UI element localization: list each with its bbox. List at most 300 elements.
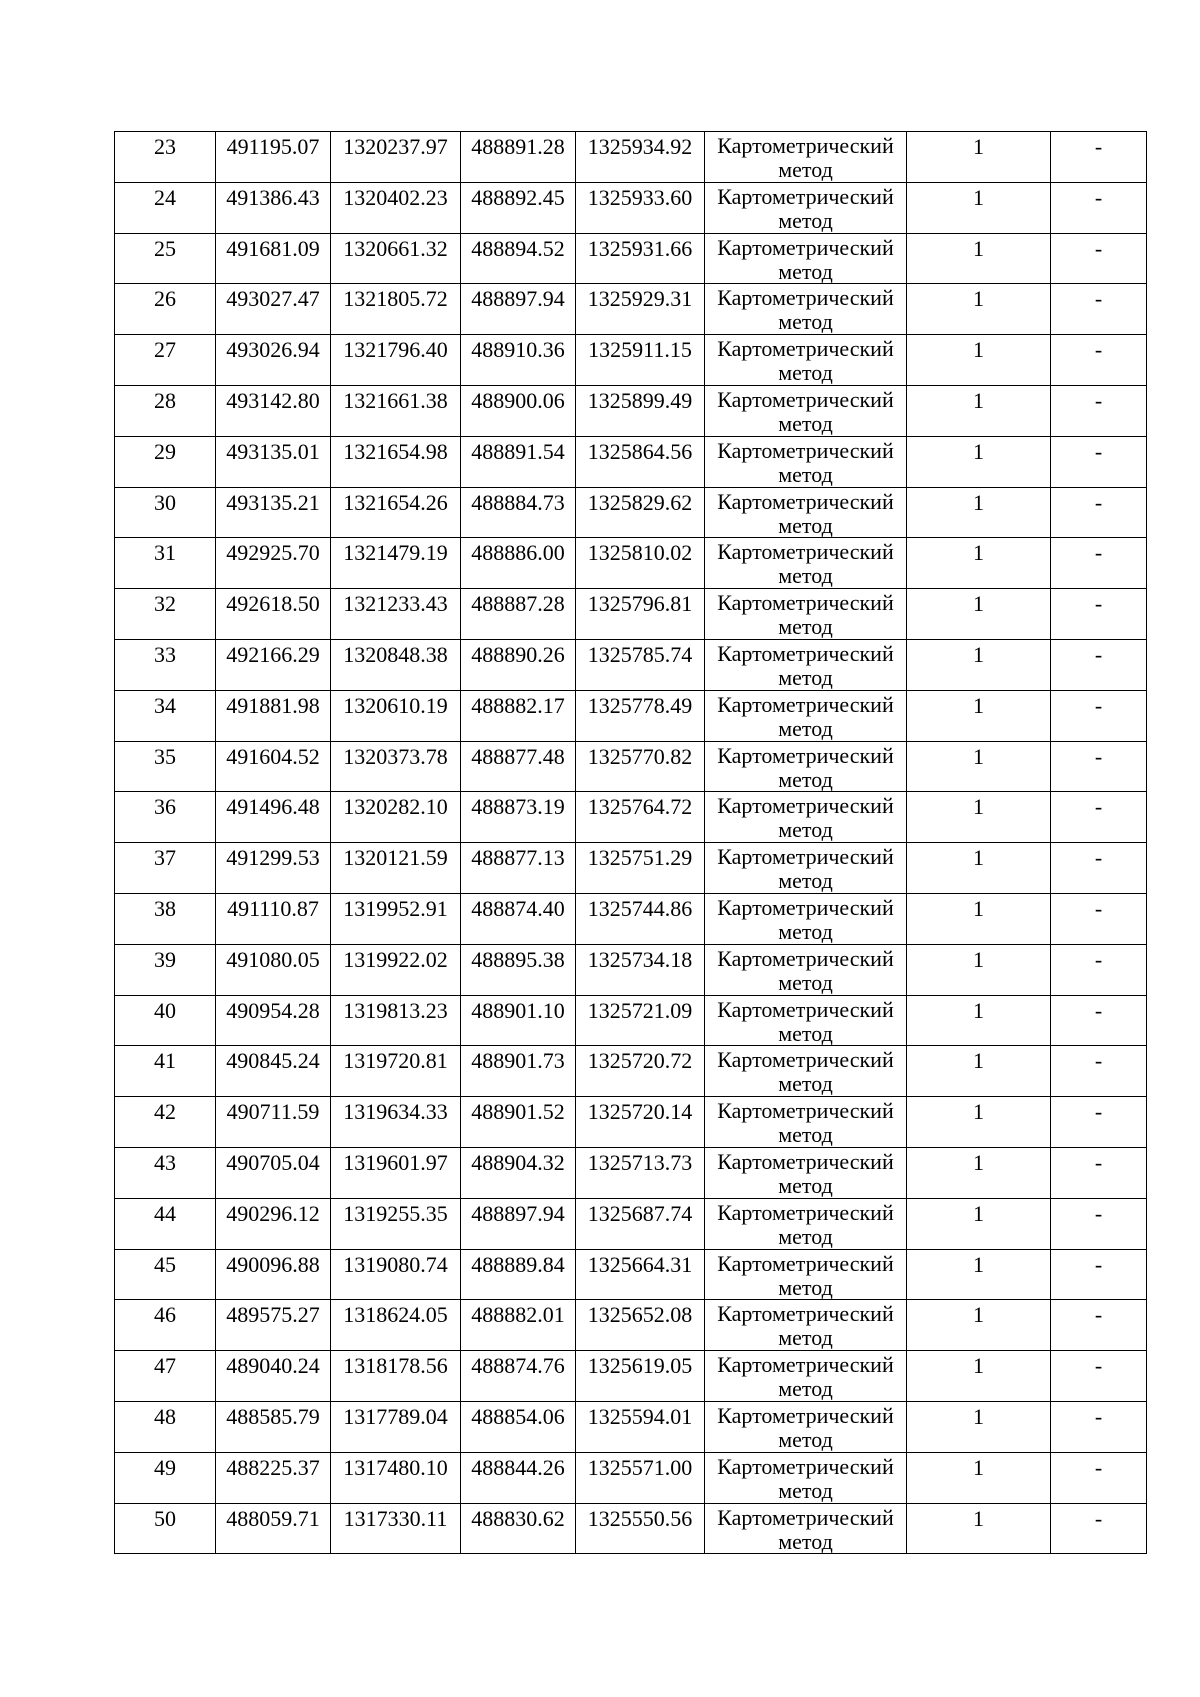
x-new-cell bbox=[461, 690, 576, 741]
x-new-text: 488874.40 bbox=[471, 895, 565, 921]
point-number-text: 23 bbox=[154, 134, 176, 159]
method-cell bbox=[705, 944, 907, 995]
y-old-cell bbox=[331, 1046, 461, 1097]
description-text: - bbox=[1094, 997, 1103, 1023]
method-text: Картометрический метод bbox=[717, 844, 894, 893]
y-old-text: 1319255.35 bbox=[343, 1200, 448, 1226]
accuracy-cell bbox=[907, 639, 1051, 690]
accuracy-cell bbox=[907, 487, 1051, 538]
y-new-text: 1325652.08 bbox=[587, 1302, 693, 1328]
description-cell bbox=[1051, 1046, 1147, 1097]
method-text: Картометрический метод bbox=[717, 945, 894, 994]
x-new-cell bbox=[461, 385, 576, 436]
x-new-cell bbox=[461, 1401, 576, 1452]
x-new-cell bbox=[461, 893, 576, 944]
accuracy-cell bbox=[907, 995, 1051, 1046]
x-old-cell bbox=[216, 1300, 331, 1351]
y-old-text: 1319952.91 bbox=[343, 895, 448, 921]
method-cell bbox=[705, 741, 907, 792]
table-row bbox=[115, 893, 1147, 944]
method-text: Картометрический метод bbox=[717, 691, 894, 740]
description-cell bbox=[1051, 284, 1147, 335]
y-new-cell bbox=[576, 233, 705, 284]
method-text: Картометрический метод bbox=[717, 996, 894, 1045]
x-old-text: 491604.52 bbox=[226, 743, 320, 769]
method-cell bbox=[705, 1097, 907, 1148]
point-number-text: 37 bbox=[154, 845, 176, 871]
x-new-text: 488891.28 bbox=[471, 134, 565, 159]
accuracy-text: 1 bbox=[973, 1048, 984, 1074]
x-new-cell bbox=[461, 487, 576, 538]
accuracy-cell bbox=[907, 132, 1051, 183]
y-new-text: 1325687.74 bbox=[587, 1200, 693, 1226]
point-number-text: 34 bbox=[154, 692, 176, 718]
x-new-cell bbox=[461, 1452, 576, 1503]
y-new-text: 1325713.73 bbox=[587, 1149, 693, 1175]
y-new-text: 1325571.00 bbox=[587, 1454, 693, 1480]
method-text: Картометрический метод bbox=[717, 133, 894, 181]
x-new-text: 488900.06 bbox=[471, 387, 565, 413]
accuracy-cell bbox=[907, 792, 1051, 843]
y-new-cell bbox=[576, 487, 705, 538]
accuracy-text: 1 bbox=[973, 895, 984, 921]
y-old-cell bbox=[331, 284, 461, 335]
description-text: - bbox=[1094, 1251, 1103, 1277]
accuracy-cell bbox=[907, 1351, 1051, 1402]
y-old-text: 1319922.02 bbox=[343, 946, 448, 972]
x-new-cell bbox=[461, 589, 576, 640]
description-text: - bbox=[1094, 794, 1103, 820]
point-number-cell bbox=[115, 487, 216, 538]
method-cell bbox=[705, 1351, 907, 1402]
x-new-cell bbox=[461, 182, 576, 233]
point-number-text: 29 bbox=[154, 438, 176, 464]
y-old-text: 1321233.43 bbox=[343, 591, 448, 617]
x-old-cell bbox=[216, 1097, 331, 1148]
description-cell bbox=[1051, 1097, 1147, 1148]
description-cell bbox=[1051, 436, 1147, 487]
x-new-text: 488844.26 bbox=[471, 1454, 565, 1480]
y-old-text: 1321654.26 bbox=[343, 489, 448, 515]
point-number-text: 46 bbox=[154, 1302, 176, 1328]
accuracy-text: 1 bbox=[973, 641, 984, 667]
description-text: - bbox=[1094, 337, 1103, 363]
point-number-text: 49 bbox=[154, 1454, 176, 1480]
method-text: Картометрический метод bbox=[717, 336, 894, 385]
table-row bbox=[115, 335, 1147, 386]
description-cell bbox=[1051, 385, 1147, 436]
y-old-text: 1320402.23 bbox=[343, 184, 448, 210]
y-old-cell bbox=[331, 233, 461, 284]
description-cell bbox=[1051, 1198, 1147, 1249]
y-new-text: 1325734.18 bbox=[587, 946, 693, 972]
x-old-cell bbox=[216, 1198, 331, 1249]
y-old-cell bbox=[331, 1401, 461, 1452]
x-new-text: 488877.48 bbox=[471, 743, 565, 769]
x-old-text: 490705.04 bbox=[226, 1149, 320, 1175]
point-number-cell bbox=[115, 1147, 216, 1198]
y-new-text: 1325778.49 bbox=[587, 692, 693, 718]
table-row bbox=[115, 182, 1147, 233]
y-new-text: 1325770.82 bbox=[587, 743, 693, 769]
x-old-text: 493135.01 bbox=[226, 438, 320, 464]
description-text: - bbox=[1094, 286, 1103, 312]
x-old-cell bbox=[216, 639, 331, 690]
y-old-text: 1320848.38 bbox=[343, 641, 448, 667]
method-text: Картометрический метод bbox=[717, 1148, 894, 1197]
y-old-text: 1317330.11 bbox=[343, 1505, 448, 1531]
y-new-cell bbox=[576, 132, 705, 183]
description-text: - bbox=[1094, 1505, 1103, 1531]
y-old-cell bbox=[331, 538, 461, 589]
description-cell bbox=[1051, 335, 1147, 386]
point-number-cell bbox=[115, 182, 216, 233]
point-number-cell bbox=[115, 1351, 216, 1402]
x-old-text: 491195.07 bbox=[226, 134, 320, 159]
x-new-cell bbox=[461, 843, 576, 894]
point-number-text: 38 bbox=[154, 895, 176, 921]
x-new-text: 488895.38 bbox=[471, 946, 565, 972]
method-text: Картометрический метод bbox=[717, 1047, 894, 1096]
description-text: - bbox=[1094, 184, 1103, 210]
y-old-text: 1319720.81 bbox=[343, 1048, 448, 1074]
accuracy-text: 1 bbox=[973, 540, 984, 566]
point-number-text: 48 bbox=[154, 1403, 176, 1429]
method-text: Картометрический метод bbox=[717, 1402, 894, 1451]
accuracy-cell bbox=[907, 690, 1051, 741]
method-cell bbox=[705, 792, 907, 843]
method-cell bbox=[705, 995, 907, 1046]
description-text: - bbox=[1094, 1353, 1103, 1379]
y-old-cell bbox=[331, 132, 461, 183]
y-old-cell bbox=[331, 792, 461, 843]
point-number-text: 33 bbox=[154, 641, 176, 667]
description-text: - bbox=[1094, 387, 1103, 413]
accuracy-text: 1 bbox=[973, 387, 984, 413]
description-cell bbox=[1051, 639, 1147, 690]
y-old-cell bbox=[331, 182, 461, 233]
y-old-cell bbox=[331, 1351, 461, 1402]
y-old-text: 1317480.10 bbox=[343, 1454, 448, 1480]
description-text: - bbox=[1094, 1048, 1103, 1074]
description-text: - bbox=[1094, 895, 1103, 921]
y-old-cell bbox=[331, 1452, 461, 1503]
description-cell bbox=[1051, 843, 1147, 894]
y-old-text: 1321661.38 bbox=[343, 387, 448, 413]
accuracy-cell bbox=[907, 436, 1051, 487]
method-text: Картометрический метод bbox=[717, 1199, 894, 1248]
x-new-text: 488904.32 bbox=[471, 1149, 565, 1175]
y-old-cell bbox=[331, 1249, 461, 1300]
y-old-cell bbox=[331, 995, 461, 1046]
y-new-text: 1325550.56 bbox=[587, 1505, 693, 1531]
table-row bbox=[115, 487, 1147, 538]
method-cell bbox=[705, 284, 907, 335]
accuracy-cell bbox=[907, 1249, 1051, 1300]
point-number-cell bbox=[115, 639, 216, 690]
y-old-cell bbox=[331, 1097, 461, 1148]
y-new-cell bbox=[576, 1249, 705, 1300]
point-number-cell bbox=[115, 385, 216, 436]
description-text: - bbox=[1094, 540, 1103, 566]
y-new-text: 1325751.29 bbox=[587, 845, 693, 871]
y-old-cell bbox=[331, 1503, 461, 1554]
method-cell bbox=[705, 589, 907, 640]
accuracy-text: 1 bbox=[973, 337, 984, 363]
table-row bbox=[115, 1097, 1147, 1148]
x-old-cell bbox=[216, 487, 331, 538]
x-new-cell bbox=[461, 1503, 576, 1554]
y-old-cell bbox=[331, 639, 461, 690]
y-old-cell bbox=[331, 1147, 461, 1198]
y-old-cell bbox=[331, 741, 461, 792]
accuracy-cell bbox=[907, 1097, 1051, 1148]
accuracy-cell bbox=[907, 843, 1051, 894]
table-row bbox=[115, 589, 1147, 640]
y-new-text: 1325934.92 bbox=[587, 134, 693, 159]
y-old-cell bbox=[331, 335, 461, 386]
point-number-cell bbox=[115, 843, 216, 894]
table-row bbox=[115, 385, 1147, 436]
accuracy-text: 1 bbox=[973, 997, 984, 1023]
method-cell bbox=[705, 843, 907, 894]
method-text: Картометрический метод bbox=[717, 386, 894, 435]
accuracy-cell bbox=[907, 1147, 1051, 1198]
accuracy-cell bbox=[907, 589, 1051, 640]
description-text: - bbox=[1094, 235, 1103, 261]
method-cell bbox=[705, 1198, 907, 1249]
description-text: - bbox=[1094, 1149, 1103, 1175]
y-new-text: 1325810.02 bbox=[587, 540, 693, 566]
x-new-text: 488901.73 bbox=[471, 1048, 565, 1074]
accuracy-text: 1 bbox=[973, 134, 984, 159]
y-new-text: 1325911.15 bbox=[588, 337, 692, 363]
accuracy-text: 1 bbox=[973, 1149, 984, 1175]
accuracy-cell bbox=[907, 1300, 1051, 1351]
method-text: Картометрический метод bbox=[717, 1504, 894, 1553]
y-new-cell bbox=[576, 1147, 705, 1198]
method-text: Картометрический метод bbox=[717, 183, 894, 232]
y-new-cell bbox=[576, 182, 705, 233]
method-text: Картометрический метод bbox=[717, 1250, 894, 1299]
x-new-cell bbox=[461, 1097, 576, 1148]
x-new-text: 488894.52 bbox=[471, 235, 565, 261]
accuracy-text: 1 bbox=[973, 438, 984, 464]
y-new-cell bbox=[576, 843, 705, 894]
x-old-cell bbox=[216, 1401, 331, 1452]
x-new-text: 488882.01 bbox=[471, 1302, 565, 1328]
point-number-cell bbox=[115, 132, 216, 183]
accuracy-cell bbox=[907, 233, 1051, 284]
accuracy-cell bbox=[907, 284, 1051, 335]
y-old-text: 1318178.56 bbox=[343, 1353, 448, 1379]
y-new-text: 1325933.60 bbox=[587, 184, 693, 210]
x-new-text: 488873.19 bbox=[471, 794, 565, 820]
description-text: - bbox=[1094, 946, 1103, 972]
y-old-cell bbox=[331, 385, 461, 436]
point-number-text: 28 bbox=[154, 387, 176, 413]
x-new-text: 488891.54 bbox=[471, 438, 565, 464]
x-old-cell bbox=[216, 995, 331, 1046]
method-cell bbox=[705, 1503, 907, 1554]
y-old-text: 1320282.10 bbox=[343, 794, 448, 820]
description-cell bbox=[1051, 792, 1147, 843]
y-new-cell bbox=[576, 1351, 705, 1402]
x-old-cell bbox=[216, 1452, 331, 1503]
point-number-text: 32 bbox=[154, 591, 176, 617]
x-old-text: 490711.59 bbox=[226, 1099, 320, 1125]
point-number-text: 27 bbox=[154, 337, 176, 363]
table-row bbox=[115, 1249, 1147, 1300]
table-row bbox=[115, 1147, 1147, 1198]
method-text: Картометрический метод bbox=[717, 437, 894, 486]
method-cell bbox=[705, 182, 907, 233]
point-number-text: 44 bbox=[154, 1200, 176, 1226]
x-new-text: 488886.00 bbox=[471, 540, 565, 566]
x-new-text: 488910.36 bbox=[471, 337, 565, 363]
x-old-cell bbox=[216, 436, 331, 487]
table-row bbox=[115, 944, 1147, 995]
accuracy-text: 1 bbox=[973, 1200, 984, 1226]
y-new-text: 1325764.72 bbox=[587, 794, 693, 820]
table-row bbox=[115, 639, 1147, 690]
accuracy-text: 1 bbox=[973, 946, 984, 972]
x-new-cell bbox=[461, 1351, 576, 1402]
point-number-text: 25 bbox=[154, 235, 176, 261]
description-text: - bbox=[1094, 438, 1103, 464]
description-cell bbox=[1051, 995, 1147, 1046]
accuracy-text: 1 bbox=[973, 845, 984, 871]
y-new-text: 1325931.66 bbox=[587, 235, 693, 261]
accuracy-text: 1 bbox=[973, 794, 984, 820]
description-cell bbox=[1051, 589, 1147, 640]
y-new-cell bbox=[576, 995, 705, 1046]
x-new-cell bbox=[461, 995, 576, 1046]
accuracy-cell bbox=[907, 182, 1051, 233]
description-text: - bbox=[1094, 134, 1103, 159]
y-old-cell bbox=[331, 589, 461, 640]
x-new-cell bbox=[461, 1147, 576, 1198]
y-new-cell bbox=[576, 639, 705, 690]
x-old-text: 492925.70 bbox=[226, 540, 320, 566]
y-new-cell bbox=[576, 538, 705, 589]
y-new-text: 1325721.09 bbox=[587, 997, 693, 1023]
y-old-cell bbox=[331, 1198, 461, 1249]
table-body bbox=[115, 132, 1147, 1554]
description-text: - bbox=[1094, 845, 1103, 871]
x-new-cell bbox=[461, 1300, 576, 1351]
y-new-text: 1325785.74 bbox=[587, 641, 693, 667]
accuracy-cell bbox=[907, 1401, 1051, 1452]
method-cell bbox=[705, 436, 907, 487]
point-number-cell bbox=[115, 233, 216, 284]
x-old-cell bbox=[216, 843, 331, 894]
table-row bbox=[115, 284, 1147, 335]
method-text: Картометрический метод bbox=[717, 793, 894, 842]
y-old-text: 1320610.19 bbox=[343, 692, 448, 718]
accuracy-text: 1 bbox=[973, 235, 984, 261]
x-new-text: 488882.17 bbox=[471, 692, 565, 718]
x-old-cell bbox=[216, 233, 331, 284]
point-number-cell bbox=[115, 1452, 216, 1503]
y-old-cell bbox=[331, 893, 461, 944]
accuracy-cell bbox=[907, 1503, 1051, 1554]
y-new-cell bbox=[576, 436, 705, 487]
method-text: Картометрический метод bbox=[717, 590, 894, 639]
x-old-cell bbox=[216, 132, 331, 183]
x-old-cell bbox=[216, 1249, 331, 1300]
table-row bbox=[115, 1452, 1147, 1503]
x-new-cell bbox=[461, 1249, 576, 1300]
x-old-cell bbox=[216, 538, 331, 589]
x-new-text: 488884.73 bbox=[471, 489, 565, 515]
method-text: Картометрический метод bbox=[717, 894, 894, 943]
y-new-cell bbox=[576, 1046, 705, 1097]
x-old-text: 491110.87 bbox=[227, 895, 319, 921]
accuracy-text: 1 bbox=[973, 489, 984, 515]
point-number-text: 47 bbox=[154, 1353, 176, 1379]
y-new-cell bbox=[576, 1300, 705, 1351]
point-number-text: 24 bbox=[154, 184, 176, 210]
x-new-cell bbox=[461, 741, 576, 792]
description-cell bbox=[1051, 944, 1147, 995]
x-old-cell bbox=[216, 893, 331, 944]
y-new-cell bbox=[576, 944, 705, 995]
x-new-text: 488830.62 bbox=[471, 1505, 565, 1531]
y-new-text: 1325864.56 bbox=[587, 438, 693, 464]
method-cell bbox=[705, 487, 907, 538]
x-new-text: 488897.94 bbox=[471, 286, 565, 312]
x-old-text: 488225.37 bbox=[226, 1454, 320, 1480]
y-old-text: 1319080.74 bbox=[343, 1251, 448, 1277]
x-old-text: 492618.50 bbox=[226, 591, 320, 617]
accuracy-text: 1 bbox=[973, 1454, 984, 1480]
y-old-cell bbox=[331, 944, 461, 995]
point-number-cell bbox=[115, 741, 216, 792]
x-old-text: 493142.80 bbox=[226, 387, 320, 413]
description-text: - bbox=[1094, 1099, 1103, 1125]
y-new-cell bbox=[576, 1401, 705, 1452]
y-new-cell bbox=[576, 792, 705, 843]
description-text: - bbox=[1094, 1403, 1103, 1429]
table-row bbox=[115, 233, 1147, 284]
y-new-cell bbox=[576, 385, 705, 436]
y-old-cell bbox=[331, 1300, 461, 1351]
point-number-cell bbox=[115, 690, 216, 741]
accuracy-cell bbox=[907, 1046, 1051, 1097]
x-old-cell bbox=[216, 1046, 331, 1097]
point-number-cell bbox=[115, 436, 216, 487]
x-new-cell bbox=[461, 233, 576, 284]
x-new-cell bbox=[461, 335, 576, 386]
method-cell bbox=[705, 385, 907, 436]
accuracy-text: 1 bbox=[973, 1505, 984, 1531]
y-new-cell bbox=[576, 1452, 705, 1503]
point-number-cell bbox=[115, 284, 216, 335]
x-old-text: 490296.12 bbox=[226, 1200, 320, 1226]
x-new-cell bbox=[461, 1198, 576, 1249]
description-cell bbox=[1051, 132, 1147, 183]
accuracy-text: 1 bbox=[973, 286, 984, 312]
description-cell bbox=[1051, 1300, 1147, 1351]
x-old-cell bbox=[216, 944, 331, 995]
table-row bbox=[115, 1503, 1147, 1554]
point-number-text: 36 bbox=[154, 794, 176, 820]
point-number-cell bbox=[115, 893, 216, 944]
y-new-text: 1325720.14 bbox=[587, 1099, 693, 1125]
y-old-cell bbox=[331, 487, 461, 538]
x-new-text: 488892.45 bbox=[471, 184, 565, 210]
